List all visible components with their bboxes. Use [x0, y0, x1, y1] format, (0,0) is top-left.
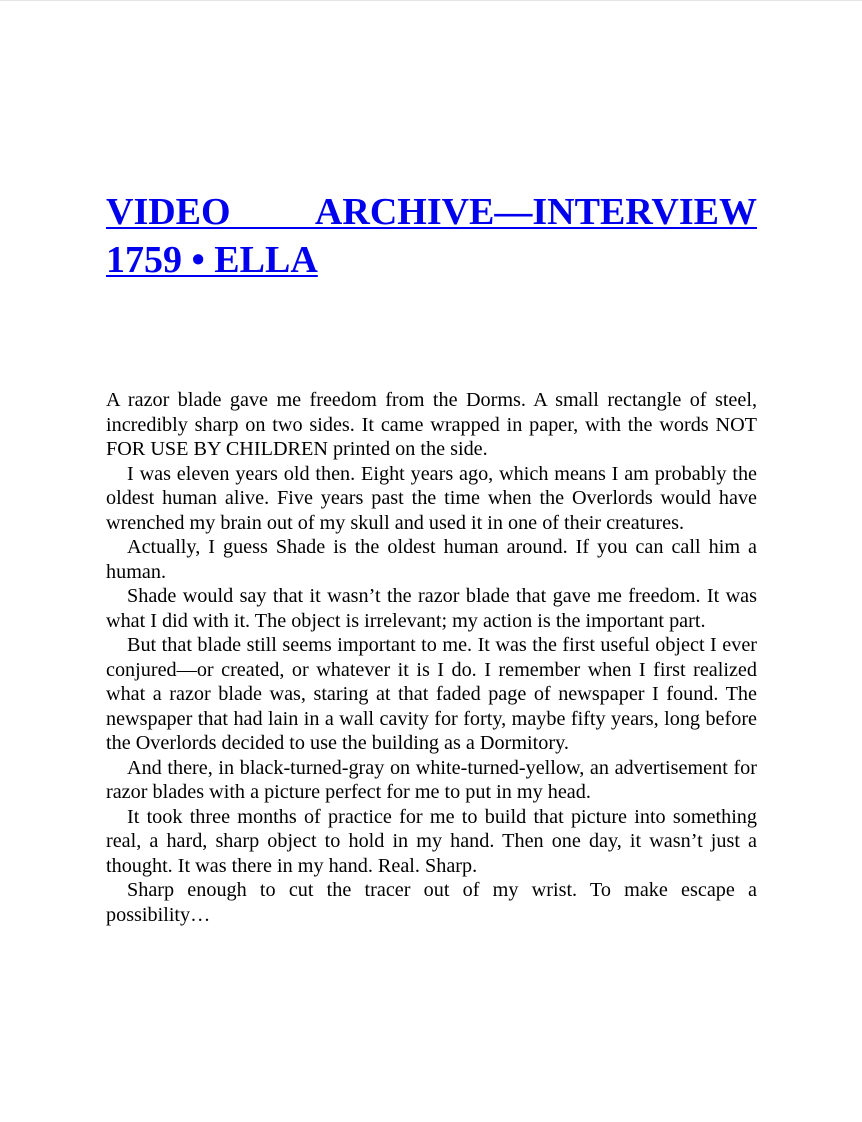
paragraph: And there, in black-turned-gray on white-turned-yellow, an advertisement for razor blades with a picture perfect for me to put in my head. — [106, 756, 757, 803]
paragraph: It took three months of practice for me to build that picture into something real, a hard, sharp object to hold in my hand. Then one day, it wasn’t just a thought. It was there in my hand. Real. Sharp. — [106, 805, 757, 877]
paragraph: Shade would say that it wasn’t the razor blade that gave me freedom. It was what I did with it. The object is irrelevant; my action is the important part. — [106, 585, 757, 632]
paragraph: Sharp enough to cut the tracer out of my wrist. To make escape a possibility… — [106, 879, 757, 926]
paragraph: Actually, I guess Shade is the oldest human around. If you can call him a human. — [106, 536, 757, 583]
chapter-body — [106, 388, 757, 927]
paragraph: I was eleven years old then. Eight years ago, which means I am probably the oldest human alive. Five years past the time when the Overlords would have wrenched my brain out of my skull and used it in one of their creatures. — [106, 462, 757, 534]
paragraph: But that blade still seems important to me. It was the first useful object I ever conjured—or created, or whatever it is I do. I remember when I first realized what a razor blade was, staring at that faded page of newspaper I found. The newspaper that had lain in a wall cavity for forty, maybe fifty years, long before the Overlords decided to use the building as a Dormitory. — [106, 634, 757, 754]
chapter-heading — [106, 188, 757, 284]
chapter-title-link[interactable]: VIDEO ARCHIVE—INTERVIEW 1759 • ELLA — [106, 191, 757, 281]
paragraph: A razor blade gave me freedom from the Dorms. A small rectangle of steel, incredibly sharp on two sides. It came wrapped in paper, with the words NOT FOR USE BY CHILDREN printed on the side. — [106, 389, 757, 460]
top-divider — [0, 0, 862, 1]
